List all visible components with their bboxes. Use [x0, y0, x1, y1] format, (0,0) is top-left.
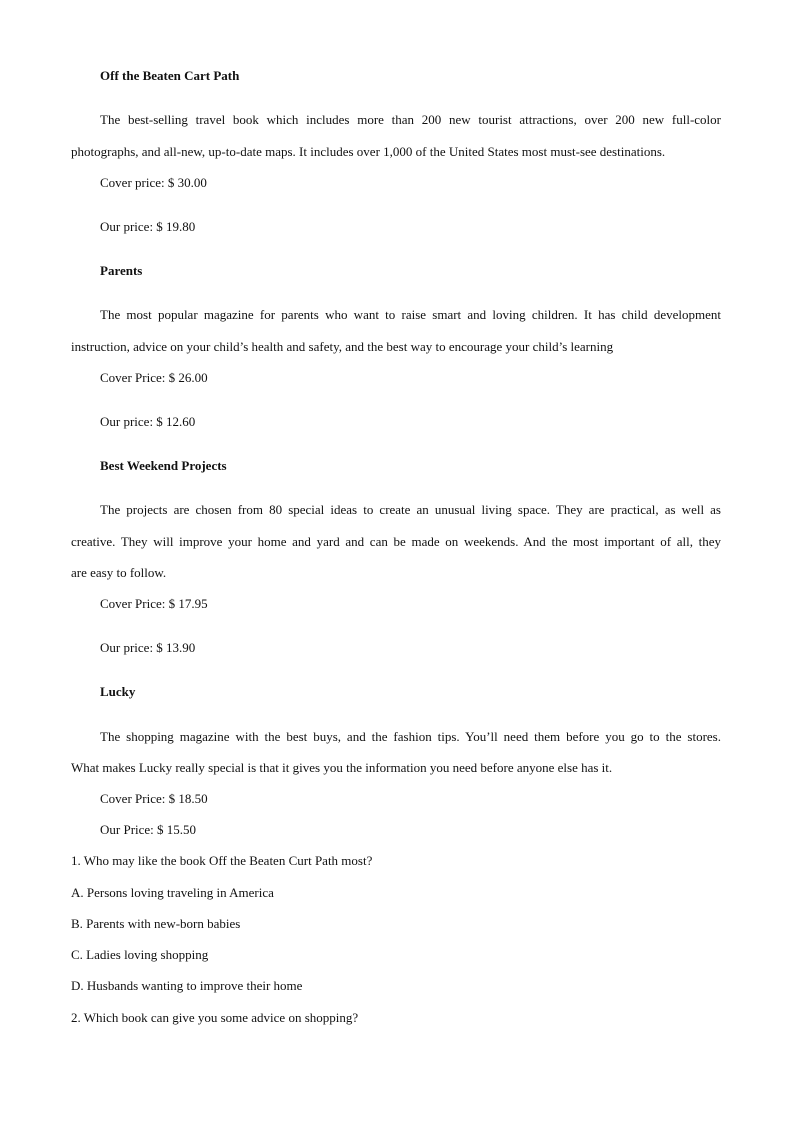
section-description: The most popular magazine for parents who want to raise smart and loving children. It has child development — [100, 307, 721, 322]
section-title: Parents — [100, 263, 143, 278]
section-title: Best Weekend Projects — [100, 458, 227, 473]
section-description: The shopping magazine with the best buys, and the fashion tips. You’ll need them before you go to the stores. — [100, 729, 721, 744]
section-description: instruction, advice on your child’s health and safety, and the best way to encourage your child’s learning — [71, 339, 614, 354]
answer-option: D. Husbands wanting to improve their home — [71, 978, 303, 993]
answer-option: A. Persons loving traveling in America — [71, 885, 274, 900]
question-stem: 2. Which book can give you some advice on shopping? — [71, 1010, 359, 1025]
cover-price: Cover Price: $ 18.50 — [100, 791, 208, 806]
answer-option: B. Parents with new-born babies — [71, 916, 241, 931]
section-description: photographs, and all-new, up-to-date maps. It includes over 1,000 of the United States most must-see destinations. — [71, 144, 666, 159]
section-description: The best-selling travel book which includes more than 200 new tourist attractions, over 200 new full-color — [100, 112, 721, 127]
our-price: Our price: $ 12.60 — [100, 414, 196, 429]
question-stem: 1. Who may like the book Off the Beaten Curt Path most? — [71, 853, 373, 868]
section-description: What makes Lucky really special is that it gives you the information you need before anyone else has it. — [71, 760, 613, 775]
cover-price: Cover price: $ 30.00 — [100, 175, 207, 190]
our-price: Our Price: $ 15.50 — [100, 822, 197, 837]
cover-price: Cover Price: $ 17.95 — [100, 596, 208, 611]
our-price: Our price: $ 13.90 — [100, 640, 196, 655]
section-description: creative. They will improve your home and yard and can be made on weekends. And the most important of all, they — [71, 534, 721, 549]
section-description: The projects are chosen from 80 special ideas to create an unusual living space. They are practical, as well as — [100, 502, 721, 517]
section-title: Lucky — [100, 684, 136, 699]
cover-price: Cover Price: $ 26.00 — [100, 370, 208, 385]
section-title: Off the Beaten Cart Path — [100, 68, 240, 83]
our-price: Our price: $ 19.80 — [100, 219, 196, 234]
section-description: are easy to follow. — [71, 565, 167, 580]
answer-option: C. Ladies loving shopping — [71, 947, 209, 962]
